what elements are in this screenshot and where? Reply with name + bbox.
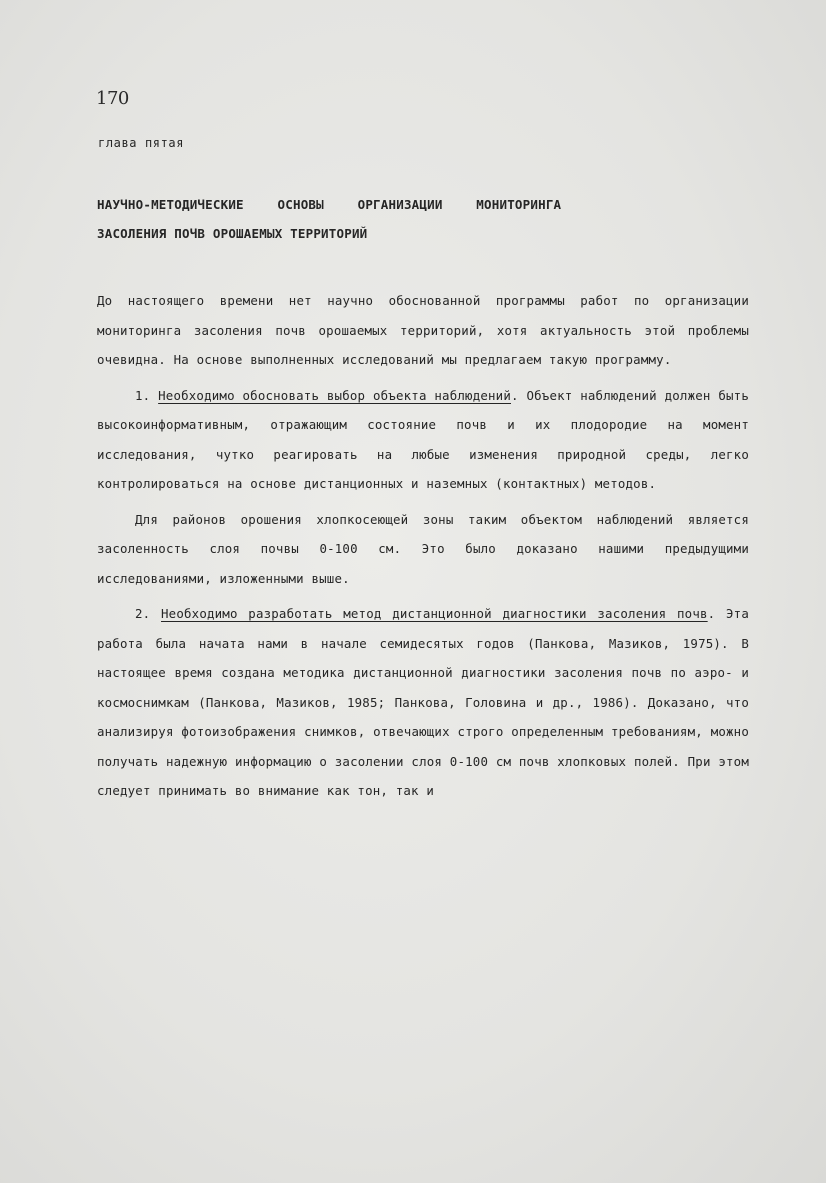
item-1-paragraph: 1. Необходимо обосновать выбор объекта наблюдений. Объект наблюдений должен быть высокоинформативным, отражающим состояние почв и их плодородие на момент исследования, чутко реагировать на любые изменения природной среды, легко контролироваться на основе дистанционных и наземных (контактных) методов. (97, 387, 749, 491)
paragraph-3: Для районов орошения хлопкосеющей зоны таким объектом наблюдений является засоленность слоя почвы 0-100 см. Это было доказано нашими предыдущими исследованиями, изложенными выше. (97, 511, 749, 586)
item-2-heading: Необходимо разработать метод дистанционной диагностики засоления почв (161, 606, 708, 621)
item-1-text: Объект наблюдений должен быть высокоинформативным, отражающим состояние почв и их плодородие на момент исследования, чутко реагировать на любые изменения природной среды, легко контролироваться на основе дистанционных и наземных (контактных) методов. (97, 387, 749, 491)
section-title-line-1: НАУЧНО-МЕТОДИЧЕСКИЕ ОСНОВЫ ОРГАНИЗАЦИИ МОНИТОРИНГА (97, 197, 562, 212)
chapter-label: глава пятая (98, 136, 185, 150)
item-1-heading: Необходимо обосновать выбор объекта наблюдений (158, 387, 511, 403)
item-1-number: 1. (135, 387, 151, 403)
body-text (97, 286, 749, 812)
page-number: 170 (96, 88, 129, 109)
item-2-number: 2. (135, 606, 151, 621)
intro-paragraph: До настоящего времени нет научно обоснованной программы работ по организации мониторинга засоления почв орошаемых территорий, хотя актуальность этой проблемы очевидна. На основе выполненных исследований мы предлагаем такую программу. (97, 293, 749, 367)
section-title (97, 190, 737, 248)
section-title-line-2: ЗАСОЛЕНИЯ ПОЧВ ОРОШАЕМЫХ ТЕРРИТОРИЙ (97, 226, 368, 241)
item-2-paragraph: 2. Необходимо разработать метод дистанционной диагностики засоления почв. Эта работа была начата нами в начале семидесятых годов (Панкова, Мазиков, 1975). В настоящее время создана методика дистанционной диагностики засоления почв по аэро- и космоснимкам (Панкова, Мазиков, 1985; Панкова, Головина и др., 1986). Доказано, что анализируя фотоизображения снимков, отвечающих строго определенным требованиям, можно получать надежную информацию о засолении слоя 0-100 см почв хлопковых полей. При этом следует принимать во внимание как тон, так и (97, 606, 749, 798)
item-2-text: Эта работа была начата нами в начале семидесятых годов (Панкова, Мазиков, 1975). В настоящее время создана методика дистанционной диагностики засоления почв по аэро- и космоснимкам (Панкова, Мазиков, 1985; Панкова, Головина и др., 1986). Доказано, что анализируя фотоизображения снимков, отвечающих строго определенным требованиям, можно получать надежную информацию о засолении слоя 0-100 см почв хлопковых полей. При этом следует принимать во внимание как тон, так и (97, 606, 749, 798)
